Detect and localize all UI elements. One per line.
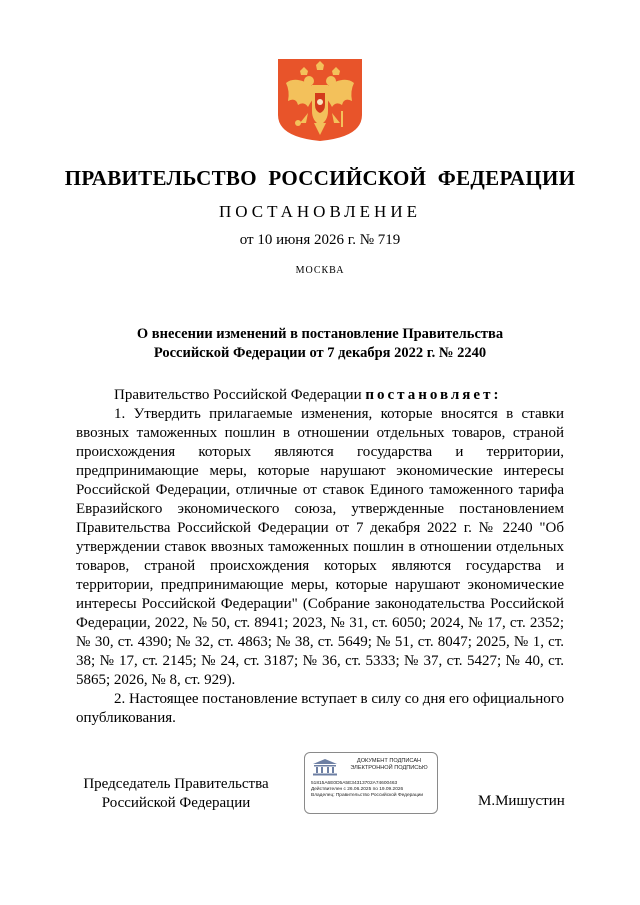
document-heading-line-2: Российской Федерации от 7 декабря 2022 г. № 2240 bbox=[153, 345, 487, 361]
document-body bbox=[76, 386, 564, 728]
document-type: ПОСТАНОВЛЕНИЕ bbox=[218, 202, 421, 221]
paragraph-2: 2. Настоящее постановление вступает в силу со дня его официального опубликования. bbox=[76, 691, 564, 726]
document-heading-line-1: О внесении изменений в постановление Правительства bbox=[136, 326, 504, 342]
document-date-number: от 10 июня 2026 г. № 719 bbox=[239, 232, 401, 248]
stamp-title bbox=[345, 758, 433, 772]
electronic-signature-stamp bbox=[304, 752, 438, 814]
paragraph-1: 1. Утвердить прилагаемые изменения, которые вносятся в ставки ввозных таможенных пошлин в отношении отдельных товаров, страной происхождения которых являются государства и территории, предпринимающие меры, которые нарушают экономические интересы Российской Федерации, отличные от ставок Единого таможенного тарифа Евразийского экономического союза, утвержденные постановлением Правительства Российской Федерации от 7 декабря 2022 г. № 2240 "Об утверждении ставок ввозных таможенных пошлин в отношении отдельных товаров, страной происхождения которых являются государства и территории, предпринимающие меры, которые нарушают экономические интересы Российской Федерации" (Собрание законодательства Российской Федерации, 2022, № 50, ст. 8941; 2023, № 31, ст. 6050; 2024, № 17, ст. 2352; № 30, ст. 4390; № 32, ст. 4863; № 38, ст. 5649; № 51, ст. 8047; 2025, № 1, ст. 38; № 17, ст. 2145; № 24, ст. 3187; № 36, ст. 5333; № 37, ст. 5427; № 40, ст. 5865; 2026, № 8, ст. 929). bbox=[76, 406, 564, 688]
document-heading bbox=[0, 325, 640, 363]
stamp-validity: Действителен с 26.06.2025 по 19.09.2026 bbox=[311, 787, 404, 792]
decree-word: постановляет: bbox=[365, 387, 502, 403]
stamp-owner: Владелец: Правительство Российской Федерации bbox=[311, 793, 424, 798]
stamp-title-line-1: ДОКУМЕНТ ПОДПИСАН bbox=[356, 758, 422, 764]
decree-intro-text: Правительство Российской Федерации bbox=[114, 387, 362, 403]
stamp-title-line-2: ЭЛЕКТРОННОЙ ПОДПИСЬЮ bbox=[350, 765, 428, 771]
signatory-position-line-1: Председатель Правительства bbox=[83, 776, 269, 792]
stamp-certificate: 51815A6E0D5A5E34313702A74600463 bbox=[311, 781, 398, 786]
government-building-icon bbox=[311, 758, 339, 776]
signatory-position-line-2: Российской Федерации bbox=[101, 795, 251, 811]
signatory-name: М.Мишустин bbox=[478, 793, 565, 809]
decree-intro bbox=[76, 386, 564, 405]
signatory-position bbox=[76, 775, 276, 813]
stamp-details bbox=[311, 781, 435, 799]
government-title: ПРАВИТЕЛЬСТВО РОССИЙСКОЙ ФЕДЕРАЦИИ bbox=[64, 166, 576, 190]
document-city: МОСКВА bbox=[295, 265, 345, 276]
state-emblem-icon bbox=[276, 57, 364, 143]
